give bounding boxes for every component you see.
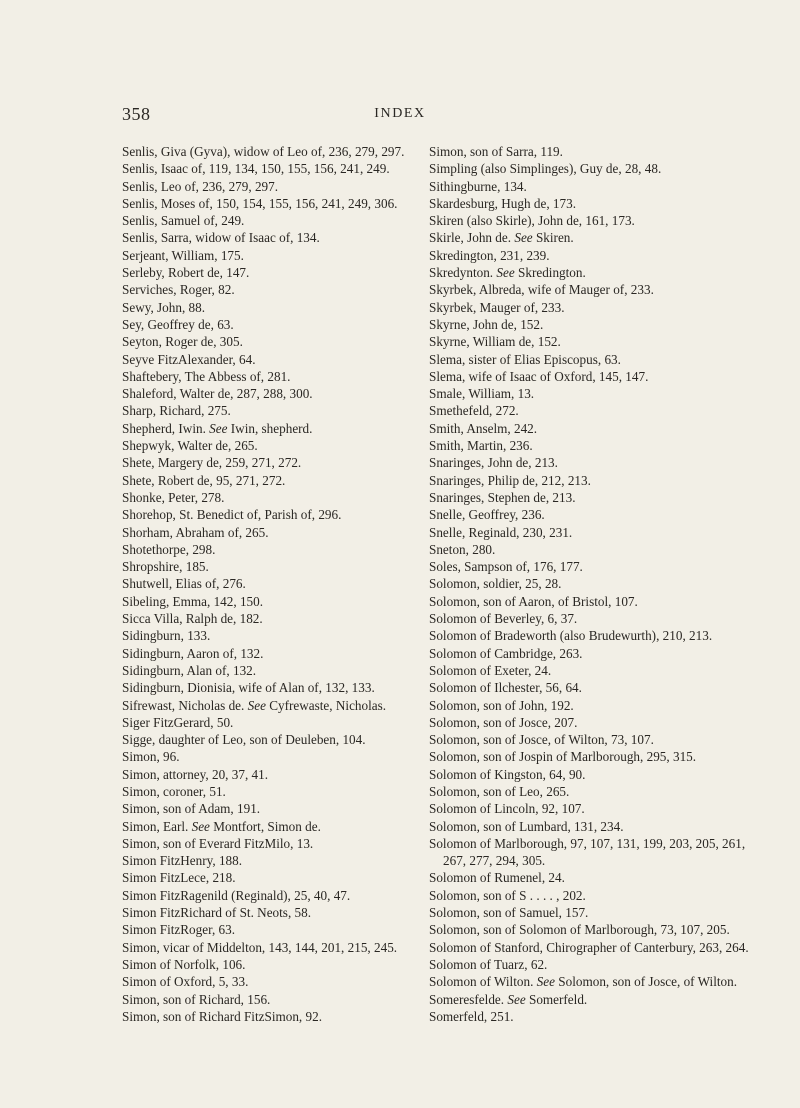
index-entry-text: Shotethorpe, 298. bbox=[122, 541, 216, 557]
index-entry-text: Senlis, Samuel of, 249. bbox=[122, 213, 245, 229]
index-entry-text: Solomon of Bradeworth (also Brudewurth), 210, 213. bbox=[429, 628, 713, 644]
index-entry-text: Solomon of Ilchester, 56, 64. bbox=[429, 680, 582, 696]
index-entry bbox=[122, 748, 448, 765]
index-entry-text: Simon, 96. bbox=[122, 749, 180, 765]
index-entry bbox=[122, 818, 448, 835]
index-entry bbox=[122, 333, 448, 350]
index-entry bbox=[122, 956, 448, 973]
page-number: 358 bbox=[122, 104, 151, 124]
index-entry-text: Shepwyk, Walter de, 265. bbox=[122, 438, 258, 454]
index-entry bbox=[429, 160, 755, 177]
index-entry bbox=[122, 783, 448, 800]
index-entry-text: Snelle, Reginald, 230, 231. bbox=[429, 524, 573, 540]
index-entry bbox=[429, 939, 755, 956]
index-entry-text: Sewy, John, 88. bbox=[122, 299, 206, 315]
index-entry-text: Slema, sister of Elias Episcopus, 63. bbox=[429, 351, 621, 367]
index-entry bbox=[429, 800, 755, 817]
index-entry-text: Solomon, soldier, 25, 28. bbox=[429, 576, 562, 592]
index-entry-text: Senlis, Giva (Gyva), widow of Leo of, 236, 279, 297. bbox=[122, 144, 405, 159]
page-title: INDEX bbox=[374, 106, 426, 121]
index-entry bbox=[122, 887, 448, 904]
index-entry-text: Snaringes, Stephen de, 213. bbox=[429, 489, 576, 505]
index-entry bbox=[429, 575, 755, 592]
index-entry bbox=[429, 627, 755, 644]
index-entry-text: Simon FitzRoger, 63. bbox=[122, 922, 236, 938]
see-reference-target: Skiren. bbox=[532, 230, 574, 246]
index-entry-text: Solomon, son of Lumbard, 131, 234. bbox=[429, 818, 624, 834]
index-entry-text: Shete, Robert de, 95, 271, 272. bbox=[122, 472, 286, 488]
index-entry-text: Simon, Earl. bbox=[122, 818, 192, 834]
index-entry bbox=[429, 973, 755, 990]
index-entry bbox=[429, 714, 755, 731]
see-reference-label: See bbox=[191, 818, 210, 834]
index-entry-text: Simon, son of Adam, 191. bbox=[122, 801, 261, 817]
index-entry-text: Shaleford, Walter de, 287, 288, 300. bbox=[122, 386, 313, 402]
index-entry bbox=[429, 524, 755, 541]
index-column-right bbox=[429, 143, 755, 1025]
index-entry-text: Smith, Anselm, 242. bbox=[429, 420, 538, 436]
index-entry-text: Skiren (also Skirle), John de, 161, 173. bbox=[429, 213, 635, 229]
index-entry bbox=[429, 818, 755, 835]
index-entry bbox=[122, 437, 448, 454]
index-entry bbox=[122, 281, 448, 298]
index-entry-text: Solomon, son of Leo, 265. bbox=[429, 783, 570, 799]
index-entry-text: Solomon of Kingston, 64, 90. bbox=[429, 766, 586, 782]
see-reference-target: Solomon, son of Josce, of Wilton. bbox=[554, 974, 738, 990]
see-reference-label: See bbox=[536, 974, 555, 990]
index-entry-text: Smale, William, 13. bbox=[429, 386, 535, 402]
index-entry-text: Sifrewast, Nicholas de. bbox=[122, 697, 248, 713]
index-entry bbox=[429, 178, 755, 195]
index-entry-text: Solomon of Tuarz, 62. bbox=[429, 956, 548, 972]
index-entry bbox=[429, 229, 755, 246]
index-entry-text: Solomon of Stanford, Chirographer of Canterbury, 263, 264. bbox=[429, 939, 749, 955]
index-entry bbox=[429, 368, 755, 385]
index-entry-text: Sidingburn, 133. bbox=[122, 628, 211, 644]
index-entry-text: Solomon of Marlborough, 97, 107, 131, 199, 203, 205, 261, 267, 277, 294, 305. bbox=[429, 835, 746, 869]
index-entry bbox=[429, 991, 755, 1008]
index-entry bbox=[429, 748, 755, 765]
index-entry-text: Shorham, Abraham of, 265. bbox=[122, 524, 269, 540]
index-entry bbox=[122, 697, 448, 714]
index-entry-text: Skyrbek, Mauger of, 233. bbox=[429, 299, 565, 315]
see-reference-label: See bbox=[247, 697, 266, 713]
index-entry bbox=[429, 541, 755, 558]
index-entry-text: Serjeant, William, 175. bbox=[122, 247, 244, 263]
index-entry bbox=[122, 143, 448, 160]
index-entry-text: Solomon of Wilton. bbox=[429, 974, 537, 990]
index-entry-text: Somerfeld, 251. bbox=[429, 1008, 514, 1024]
index-entry-text: Solomon, son of Josce, of Wilton, 73, 107. bbox=[429, 732, 654, 748]
index-entry bbox=[122, 212, 448, 229]
see-reference-label: See bbox=[514, 230, 533, 246]
index-entry bbox=[429, 506, 755, 523]
see-reference-label: See bbox=[496, 265, 515, 281]
index-entry bbox=[122, 489, 448, 506]
index-entry bbox=[429, 558, 755, 575]
index-entry bbox=[122, 316, 448, 333]
index-entry-text: Snelle, Geoffrey, 236. bbox=[429, 507, 545, 523]
index-entry bbox=[429, 887, 755, 904]
index-entry bbox=[122, 939, 448, 956]
index-entry bbox=[122, 610, 448, 627]
index-entry bbox=[429, 402, 755, 419]
index-entry-text: Soles, Sampson of, 176, 177. bbox=[429, 559, 583, 575]
index-entry-text: Simon FitzRichard of St. Neots, 58. bbox=[122, 905, 312, 921]
index-entry bbox=[122, 973, 448, 990]
index-entry bbox=[122, 679, 448, 696]
index-entry bbox=[122, 420, 448, 437]
see-reference-target: Iwin, shepherd. bbox=[227, 420, 313, 436]
index-entry bbox=[122, 627, 448, 644]
index-entry-text: Smith, Martin, 236. bbox=[429, 438, 533, 454]
index-entry-text: Someresfelde. bbox=[429, 991, 508, 1007]
index-entry bbox=[429, 593, 755, 610]
index-entry bbox=[122, 351, 448, 368]
index-entry bbox=[122, 299, 448, 316]
index-entry bbox=[122, 402, 448, 419]
index-entry-text: Sidingburn, Aaron of, 132. bbox=[122, 645, 264, 661]
index-entry bbox=[122, 229, 448, 246]
index-entry-text: Solomon of Beverley, 6, 37. bbox=[429, 611, 578, 627]
index-entry bbox=[122, 264, 448, 281]
index-entry bbox=[429, 437, 755, 454]
index-entry bbox=[122, 904, 448, 921]
index-entry-text: Skredington, 231, 239. bbox=[429, 247, 550, 263]
index-entry bbox=[429, 264, 755, 281]
index-entry-text: Skyrbek, Albreda, wife of Mauger of, 233. bbox=[429, 282, 654, 298]
index-entry bbox=[429, 472, 755, 489]
index-entry-text: Solomon of Cambridge, 263. bbox=[429, 645, 583, 661]
index-entry-text: Simon of Norfolk, 106. bbox=[122, 956, 246, 972]
index-entry bbox=[429, 921, 755, 938]
index-entry bbox=[122, 524, 448, 541]
index-entry-text: Sicca Villa, Ralph de, 182. bbox=[122, 611, 263, 627]
index-entry-text: Shete, Margery de, 259, 271, 272. bbox=[122, 455, 302, 471]
index-entry bbox=[429, 1008, 755, 1025]
index-entry-text: Sibeling, Emma, 142, 150. bbox=[122, 593, 264, 609]
index-entry-text: Serviches, Roger, 82. bbox=[122, 282, 235, 298]
see-reference-target: Cyfrewaste, Nicholas. bbox=[265, 697, 387, 713]
index-entry bbox=[122, 558, 448, 575]
index-entry-text: Sharp, Richard, 275. bbox=[122, 403, 231, 419]
index-entry bbox=[429, 766, 755, 783]
index-entry-text: Simon, son of Everard FitzMilo, 13. bbox=[122, 835, 314, 851]
index-entry bbox=[122, 506, 448, 523]
index-entry bbox=[429, 351, 755, 368]
index-entry-text: Senlis, Moses of, 150, 154, 155, 156, 241, 249, 306. bbox=[122, 195, 398, 211]
index-entry bbox=[122, 593, 448, 610]
index-entry-text: Simpling (also Simplinges), Guy de, 28, 48. bbox=[429, 161, 662, 177]
index-entry-text: Sigge, daughter of Leo, son of Deuleben, 104. bbox=[122, 732, 366, 748]
index-entry-text: Solomon, son of John, 192. bbox=[429, 697, 574, 713]
index-entry-text: Simon, vicar of Middelton, 143, 144, 201, 215, 245. bbox=[122, 939, 398, 955]
index-entry bbox=[122, 247, 448, 264]
see-reference-label: See bbox=[209, 420, 228, 436]
index-entry bbox=[122, 178, 448, 195]
index-entry-text: Senlis, Sarra, widow of Isaac of, 134. bbox=[122, 230, 320, 246]
index-entry bbox=[429, 956, 755, 973]
index-entry-text: Simon, son of Richard FitzSimon, 92. bbox=[122, 1008, 323, 1024]
index-entry bbox=[122, 731, 448, 748]
index-entry bbox=[429, 281, 755, 298]
index-entry bbox=[429, 731, 755, 748]
index-entry-text: Solomon, son of Josce, 207. bbox=[429, 714, 578, 730]
see-reference-label: See bbox=[507, 991, 526, 1007]
index-entry-text: Shepherd, Iwin. bbox=[122, 420, 210, 436]
index-entry bbox=[122, 921, 448, 938]
index-entry bbox=[122, 662, 448, 679]
index-entry bbox=[429, 697, 755, 714]
index-entry bbox=[122, 869, 448, 886]
index-entry-text: Shonke, Peter, 278. bbox=[122, 489, 225, 505]
index-entry bbox=[122, 1008, 448, 1025]
index-entry-text: Solomon of Exeter, 24. bbox=[429, 662, 552, 678]
index-entry-text: Solomon, son of Solomon of Marlborough, 73, 107, 205. bbox=[429, 922, 730, 938]
index-entry-text: Serleby, Robert de, 147. bbox=[122, 265, 250, 281]
index-entry-text: Seyve FitzAlexander, 64. bbox=[122, 351, 256, 367]
index-entry-text: Senlis, Leo of, 236, 279, 297. bbox=[122, 178, 279, 194]
index-entry-text: Simon FitzLece, 218. bbox=[122, 870, 236, 886]
index-entry bbox=[429, 610, 755, 627]
index-entry bbox=[429, 783, 755, 800]
index-entry-text: Skyrne, William de, 152. bbox=[429, 334, 561, 350]
index-entry-text: Solomon, son of Jospin of Marlborough, 295, 315. bbox=[429, 749, 697, 765]
index-entry-text: Sidingburn, Alan of, 132. bbox=[122, 662, 257, 678]
index-entry bbox=[429, 679, 755, 696]
index-entry bbox=[429, 247, 755, 264]
index-entry bbox=[429, 835, 755, 870]
index-entry-text: Shutwell, Elias of, 276. bbox=[122, 576, 246, 592]
index-entry bbox=[122, 160, 448, 177]
index-entry-text: Skardesburg, Hugh de, 173. bbox=[429, 195, 577, 211]
index-entry-text: Simon FitzRagenild (Reginald), 25, 40, 47. bbox=[122, 887, 351, 903]
index-entry-text: Skredynton. bbox=[429, 265, 497, 281]
index-entry bbox=[122, 472, 448, 489]
index-entry-text: Sidingburn, Dionisia, wife of Alan of, 132, 133. bbox=[122, 680, 375, 696]
index-entry-text: Slema, wife of Isaac of Oxford, 145, 147. bbox=[429, 368, 649, 384]
index-entry bbox=[122, 852, 448, 869]
index-entry-text: Skirle, John de. bbox=[429, 230, 515, 246]
index-entry bbox=[429, 454, 755, 471]
index-entry-text: Skyrne, John de, 152. bbox=[429, 316, 544, 332]
index-entry bbox=[122, 575, 448, 592]
index-entry bbox=[122, 766, 448, 783]
index-entry-text: Simon FitzHenry, 188. bbox=[122, 853, 243, 869]
index-entry-text: Solomon, son of S . . . . , 202. bbox=[429, 887, 586, 903]
index-entry-text: Simon, coroner, 51. bbox=[122, 783, 226, 799]
index-entry-text: Simon, son of Richard, 156. bbox=[122, 991, 271, 1007]
index-entry-text: Shaftebery, The Abbess of, 281. bbox=[122, 368, 291, 384]
index-entry bbox=[429, 904, 755, 921]
index-entry-text: Solomon of Rumenel, 24. bbox=[429, 870, 565, 886]
index-entry bbox=[429, 489, 755, 506]
index-entry bbox=[429, 143, 755, 160]
index-entry bbox=[122, 541, 448, 558]
index-entry bbox=[429, 869, 755, 886]
index-entry bbox=[429, 420, 755, 437]
index-entry bbox=[122, 645, 448, 662]
index-entry bbox=[122, 835, 448, 852]
index-entry bbox=[122, 368, 448, 385]
index-entry bbox=[429, 662, 755, 679]
index-column-left bbox=[122, 143, 448, 1025]
see-reference-target: Montfort, Simon de. bbox=[209, 818, 321, 834]
index-entry bbox=[122, 385, 448, 402]
index-entry-text: Seyton, Roger de, 305. bbox=[122, 334, 243, 350]
index-entry bbox=[429, 333, 755, 350]
see-reference-target: Skredington. bbox=[514, 265, 586, 281]
index-entry-text: Sneton, 280. bbox=[429, 541, 496, 557]
index-entry bbox=[429, 212, 755, 229]
index-entry-text: Solomon of Lincoln, 92, 107. bbox=[429, 801, 585, 817]
index-entry bbox=[122, 714, 448, 731]
index-entry bbox=[429, 316, 755, 333]
index-entry bbox=[122, 991, 448, 1008]
index-entry-text: Simon, son of Sarra, 119. bbox=[429, 144, 563, 159]
index-entry-text: Shropshire, 185. bbox=[122, 559, 209, 575]
index-entry bbox=[429, 195, 755, 212]
index-entry-text: Snaringes, Philip de, 212, 213. bbox=[429, 472, 591, 488]
index-entry bbox=[122, 800, 448, 817]
index-entry-text: Simon of Oxford, 5, 33. bbox=[122, 974, 249, 990]
index-entry bbox=[122, 454, 448, 471]
index-entry bbox=[429, 645, 755, 662]
index-entry-text: Senlis, Isaac of, 119, 134, 150, 155, 156, 241, 249. bbox=[122, 161, 390, 177]
index-entry-text: Siger FitzGerard, 50. bbox=[122, 714, 234, 730]
index-entry-text: Snaringes, John de, 213. bbox=[429, 455, 558, 471]
index-entry-text: Sithingburne, 134. bbox=[429, 178, 527, 194]
index-entry bbox=[122, 195, 448, 212]
index-entry-text: Shorehop, St. Benedict of, Parish of, 296. bbox=[122, 507, 342, 523]
index-entry-text: Smethefeld, 272. bbox=[429, 403, 519, 419]
index-entry bbox=[429, 299, 755, 316]
index-entry-text: Solomon, son of Aaron, of Bristol, 107. bbox=[429, 593, 638, 609]
see-reference-target: Somerfeld. bbox=[525, 991, 588, 1007]
index-entry-text: Sey, Geoffrey de, 63. bbox=[122, 316, 234, 332]
index-entry bbox=[429, 385, 755, 402]
index-entry-text: Simon, attorney, 20, 37, 41. bbox=[122, 766, 269, 782]
index-entry-text: Solomon, son of Samuel, 157. bbox=[429, 905, 589, 921]
